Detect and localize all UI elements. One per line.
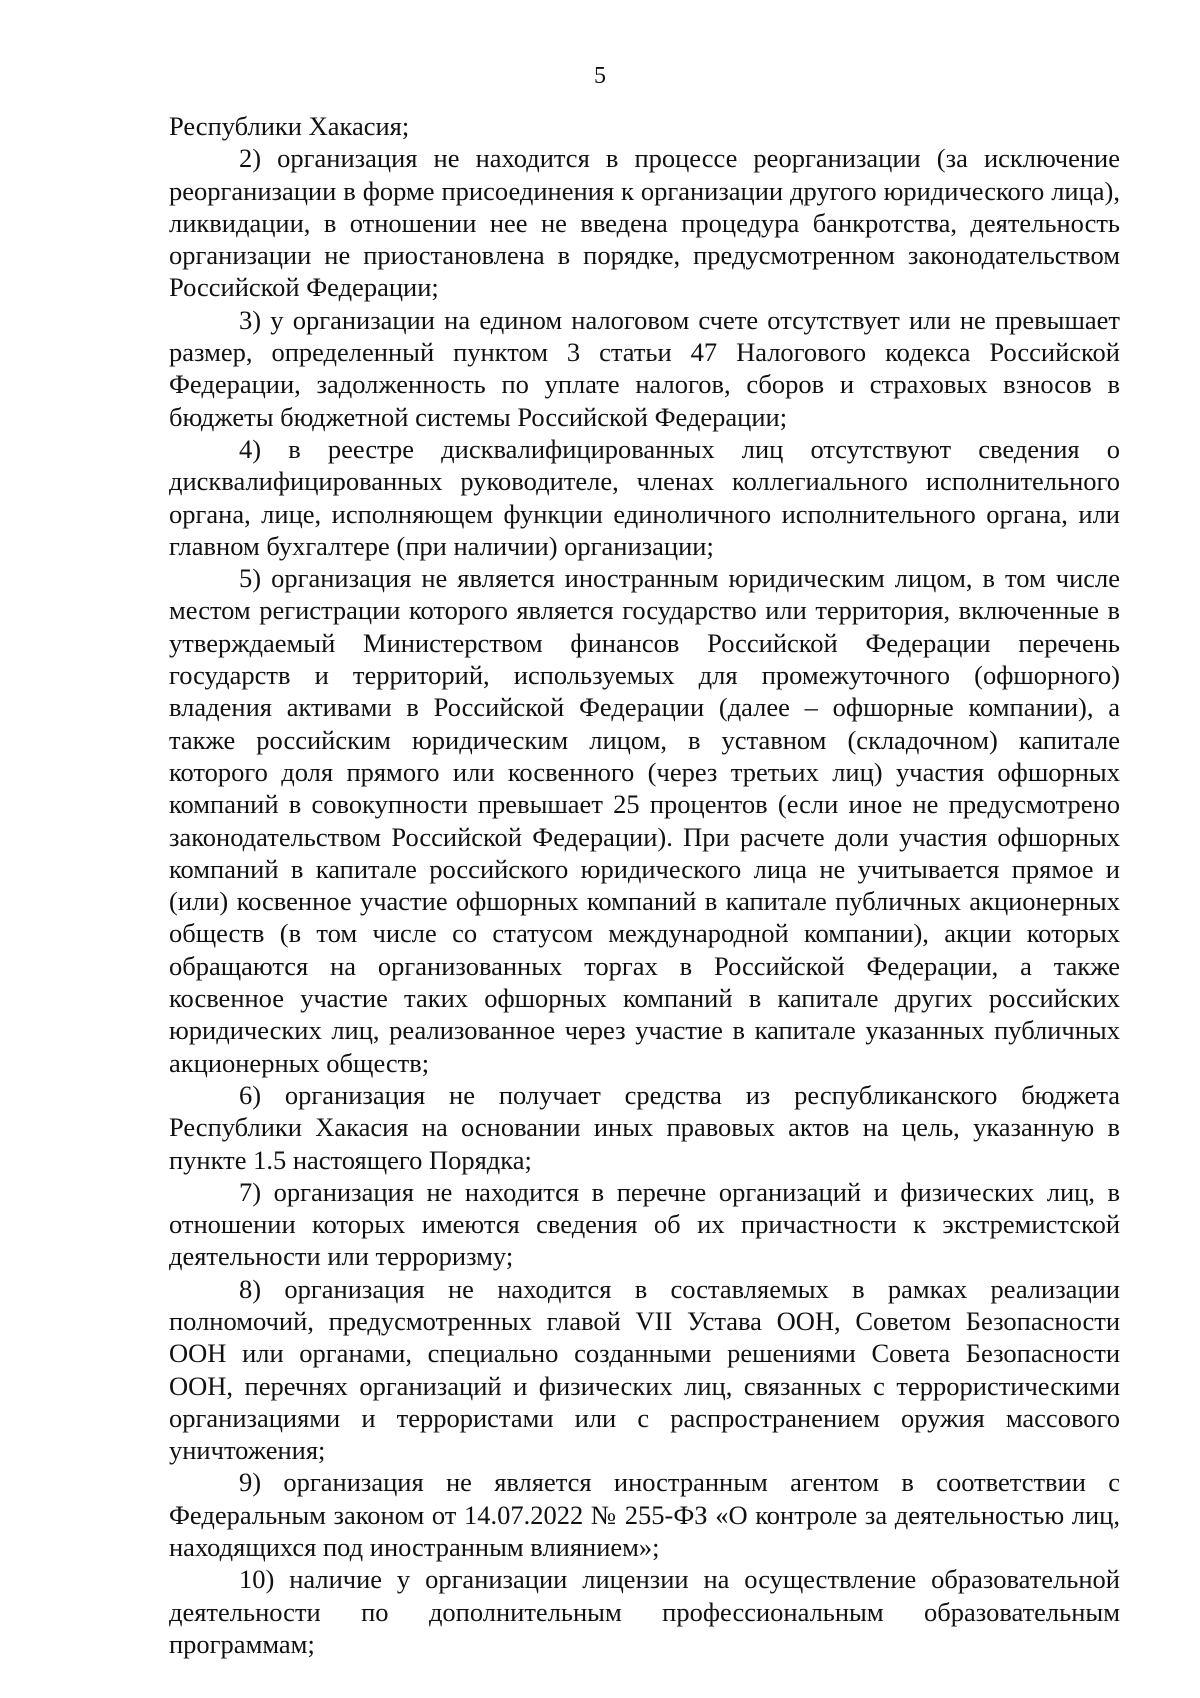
text-line: компаний в совокупности превышает 25 процентов (если иное не предусмотрено: [169, 789, 1120, 820]
text-line: компаний в капитале российского юридического лица не учитывается прямое и: [169, 853, 1120, 884]
text-line: Федерации, задолженность по уплате налогов, сборов и страховых взносов в: [169, 369, 1120, 400]
text-line: косвенное участие таких офшорных компаний в капитале других российских: [169, 983, 1120, 1014]
paragraph-first-line: 5) организация не является иностранным юридическим лицом, в том числе: [239, 563, 1120, 594]
text-line: пункте 1.5 настоящего Порядка;: [169, 1144, 532, 1175]
text-line: главном бухгалтере (при наличии) организации;: [169, 530, 714, 561]
paragraph-first-line: 3) у организации на едином налоговом счете отсутствует или не превышает: [239, 304, 1120, 335]
paragraph-first-line: 8) организация не находится в составляемых в рамках реализации: [239, 1273, 1120, 1304]
text-line: находящихся под иностранным влиянием»;: [169, 1532, 660, 1563]
text-line: юридических лиц, реализованное через участие в капитале указанных публичных: [169, 1015, 1120, 1046]
text-line: полномочий, предусмотренных главой VII Устава ООН, Советом Безопасности: [169, 1305, 1120, 1336]
paragraph-first-line: 4) в реестре дисквалифицированных лиц отсутствуют сведения о: [239, 433, 1120, 464]
text-line: государств и территорий, используемых для промежуточного (офшорного): [169, 660, 1120, 691]
document-body: [169, 110, 1120, 1660]
text-line: Федеральным законом от 14.07.2022 № 255-ФЗ «О контроле за деятельностью лиц,: [169, 1499, 1120, 1530]
text-line: организациями и террористами или с распространением оружия массового: [169, 1402, 1120, 1433]
text-line: размер, определенный пунктом 3 статьи 47 Налогового кодекса Российской: [169, 337, 1120, 368]
text-line: которого доля прямого или косвенного (через третьих лиц) участия офшорных: [169, 756, 1120, 787]
text-line: обществ (в том числе со статусом международной компании), акции которых: [169, 918, 1120, 949]
text-line: ООН, перечнях организаций и физических лиц, связанных с террористическими: [169, 1370, 1120, 1401]
paragraph-first-line: 9) организация не является иностранным агентом в соответствии с: [239, 1467, 1120, 1498]
text-line: ликвидации, в отношении нее не введена процедура банкротства, деятельность: [169, 207, 1120, 238]
text-line: деятельности по дополнительным профессиональным образовательным: [169, 1596, 1120, 1627]
text-line: организации не приостановлена в порядке, предусмотренном законодательством: [169, 240, 1120, 271]
text-line: (или) косвенное участие офшорных компаний в капитале публичных акционерных: [169, 886, 1120, 917]
paragraph-first-line: 10) наличие у организации лицензии на осуществление образовательной: [239, 1564, 1120, 1595]
text-line: дисквалифицированных руководителе, членах коллегиального исполнительного: [169, 466, 1120, 497]
text-line: Республики Хакасия;: [169, 111, 410, 141]
text-line: утверждаемый Министерством финансов Российской Федерации перечень: [169, 627, 1120, 658]
paragraph-first-line: 2) организация не находится в процессе реорганизации (за исключение: [239, 143, 1120, 174]
paragraph-first-line: 7) организация не находится в перечне организаций и физических лиц, в: [239, 1176, 1120, 1207]
text-line: законодательством Российской Федерации). При расчете доли участия офшорных: [169, 821, 1120, 852]
text-line: местом регистрации которого является государство или территория, включенные в: [169, 595, 1120, 626]
text-line: уничтожения;: [169, 1435, 326, 1466]
paragraph-first-line: 6) организация не получает средства из республиканского бюджета: [239, 1079, 1120, 1110]
text-line: Республики Хакасия на основании иных правовых актов на цель, указанную в: [169, 1112, 1120, 1143]
page-number: 5: [594, 63, 606, 89]
text-line: отношении которых имеются сведения об их причастности к экстремистской: [169, 1209, 1120, 1240]
text-line: деятельности или терроризму;: [169, 1241, 514, 1272]
text-line: обращаются на организованных торгах в Российской Федерации, а также: [169, 950, 1120, 981]
text-line: Российской Федерации;: [169, 272, 439, 303]
text-line: реорганизации в форме присоединения к организации другого юридического лица),: [169, 175, 1120, 206]
text-line: органа, лице, исполняющем функции единоличного исполнительного органа, или: [169, 498, 1120, 529]
text-line: владения активами в Российской Федерации (далее – офшорные компании), а: [169, 692, 1120, 723]
text-line: акционерных обществ;: [169, 1047, 430, 1078]
text-line: также российским юридическим лицом, в уставном (складочном) капитале: [169, 724, 1120, 755]
text-line: бюджеты бюджетной системы Российской Федерации;: [169, 401, 788, 432]
text-line: ООН или органами, специально созданными решениями Совета Безопасности: [169, 1338, 1120, 1369]
text-line: программам;: [169, 1628, 315, 1659]
